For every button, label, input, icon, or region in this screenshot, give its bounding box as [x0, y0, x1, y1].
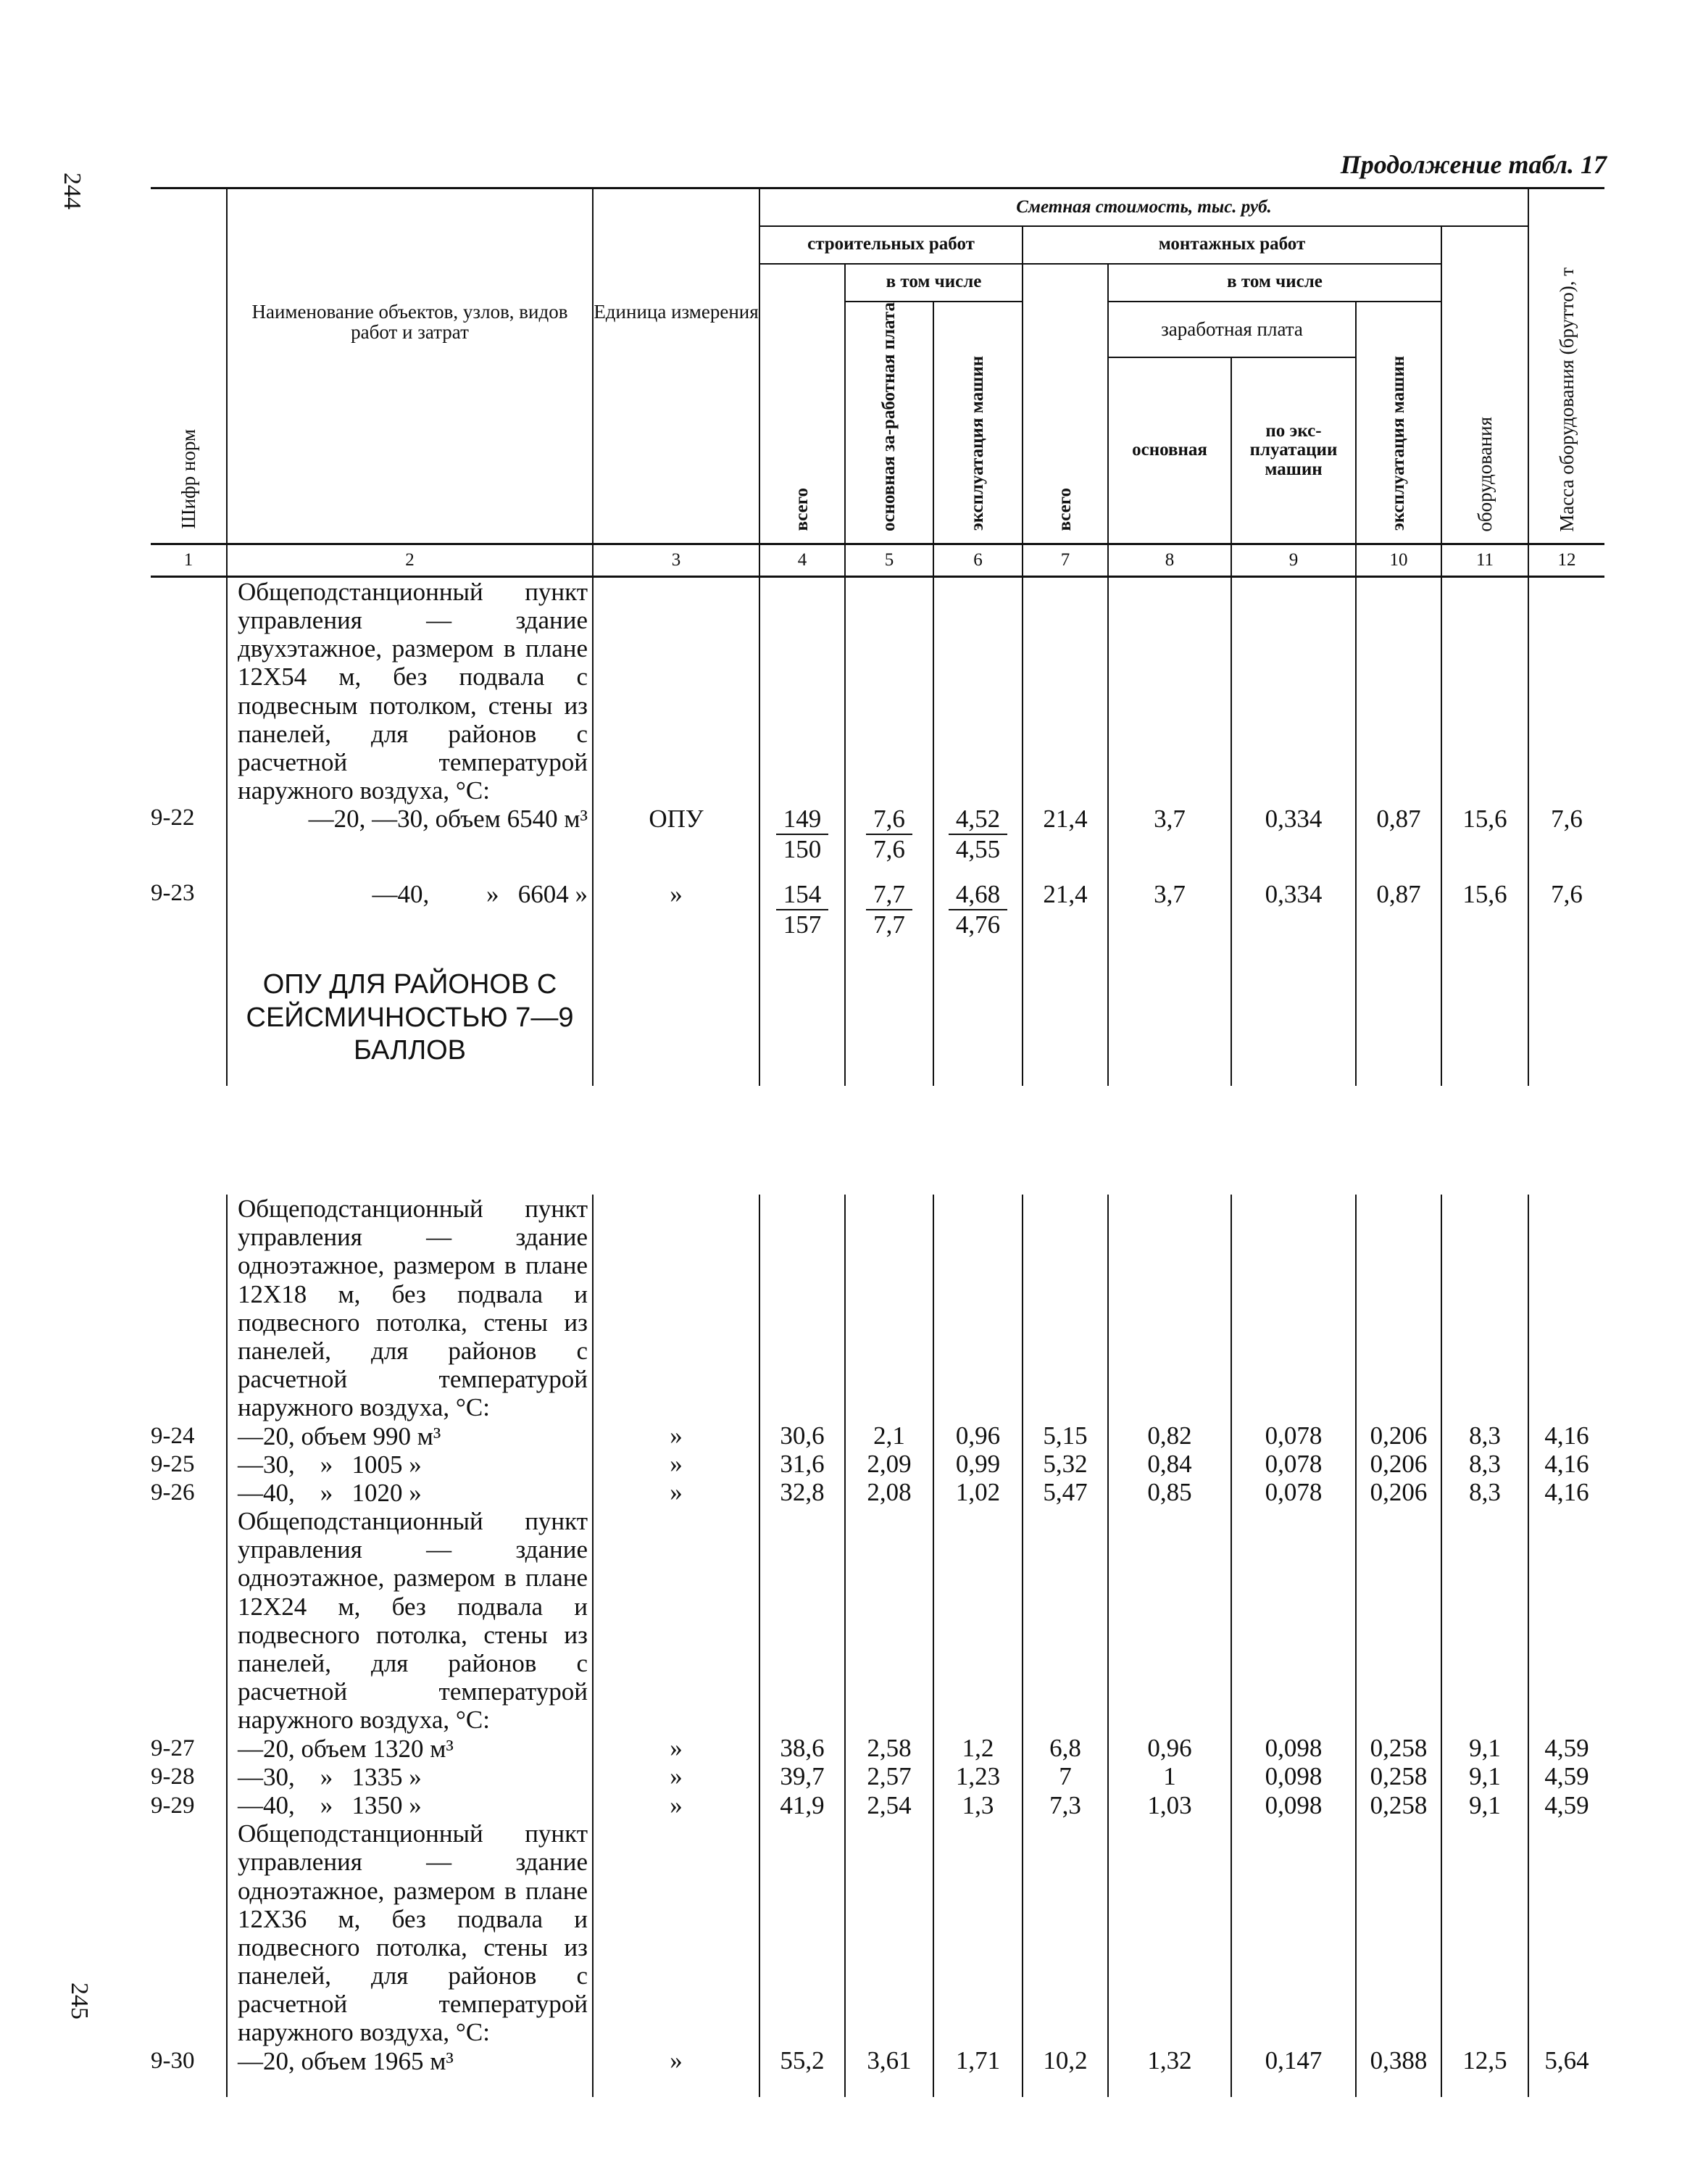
cost-table-header [151, 187, 1604, 1086]
value-cell: 32,8 [759, 1479, 845, 1507]
value-cell: 4,76 [955, 910, 1001, 939]
value-cell: 31,6 [759, 1450, 845, 1479]
col-number: 5 [845, 544, 933, 576]
header-mass: Масса оборудования (брутто), т [1528, 188, 1604, 544]
value-cell: 0,147 [1231, 2047, 1356, 2075]
row-unit: » [593, 1479, 759, 1507]
value-cell: 149 [776, 805, 829, 835]
column-numbers-row [151, 544, 1604, 576]
value-cell: 55,2 [759, 2047, 845, 2075]
value-cell: 9,1 [1441, 1735, 1528, 1763]
value-cell: 0,84 [1108, 1450, 1231, 1479]
value-cell: 154 [776, 880, 829, 910]
value-cell: 15,6 [1441, 880, 1528, 955]
value-cell: 9,1 [1441, 1791, 1528, 1819]
row-name: —20, объем 1965 м³ [227, 2047, 593, 2075]
value-cell: 0,098 [1231, 1735, 1356, 1763]
table-row [151, 1791, 1604, 1819]
table-row [151, 1735, 1604, 1763]
value-cell: 4,59 [1544, 1790, 1589, 1819]
section1-description: Общеподстанционный пункт управления — здание двухэтажное, размером в плане 12Х54 м, без подвала с подвесным потолком, стены из панелей, для районов с расчетной температурой наружного воздуха, °С: [238, 577, 588, 805]
value-cell: 2,54 [845, 1791, 933, 1819]
seismic-section-title: ОПУ ДЛЯ РАЙОНОВ С СЕЙСМИЧНОСТЬЮ 7—9 БАЛЛОВ [246, 969, 574, 1066]
value-cell: 1,32 [1108, 2047, 1231, 2075]
value-cell: 4,68 [949, 880, 1007, 910]
value-cell: 0,96 [1108, 1735, 1231, 1763]
value-cell: 7,7 [866, 880, 912, 910]
value-cell: 4,59 [1544, 1762, 1589, 1791]
table-row [151, 805, 1604, 880]
group1-description: Общеподстанционный пункт управления — здание одноэтажное, размером в плане 12Х18 м, без подвала и подвесного потолка, стены из панелей, для районов с расчетной температурой наружного воздуха, °С: [238, 1195, 588, 1422]
row-code: 9-23 [151, 880, 227, 955]
value-cell: 6,8 [1023, 1735, 1108, 1763]
value-cell: 1,03 [1108, 1791, 1231, 1819]
col-number: 8 [1108, 544, 1231, 576]
table-row [151, 2047, 1604, 2075]
value-cell: 157 [783, 910, 822, 939]
value-cell: 4,16 [1544, 1421, 1589, 1450]
value-cell: 5,32 [1023, 1450, 1108, 1479]
col-number: 4 [759, 544, 845, 576]
row-name: —30, » 1335 » [227, 1763, 593, 1791]
value-cell: 41,9 [759, 1791, 845, 1819]
value-cell: 4,52 [949, 805, 1007, 835]
value-cell: 1,02 [933, 1479, 1023, 1507]
table-continuation-title: Продолжение табл. 17 [1340, 150, 1607, 179]
value-cell: 0,098 [1231, 1791, 1356, 1819]
row-code: 9-29 [151, 1791, 227, 1819]
value-cell: 0,078 [1231, 1422, 1356, 1450]
value-cell: 0,87 [1356, 805, 1441, 880]
page-number-bottom: 245 [66, 1982, 93, 2019]
header-construction: строительных работ [759, 226, 1023, 264]
row-unit: » [593, 1450, 759, 1479]
col-number: 2 [227, 544, 593, 576]
value-cell: 0,078 [1231, 1479, 1356, 1507]
header-equipment: оборудования [1441, 226, 1528, 544]
value-cell: 10,2 [1023, 2047, 1108, 2075]
value-cell: 3,7 [1108, 880, 1231, 955]
row-unit: » [593, 1791, 759, 1819]
value-cell: 21,4 [1023, 880, 1108, 955]
row-code: 9-25 [151, 1450, 227, 1479]
header-including-1: в том числе [845, 264, 1023, 302]
table-row [151, 1422, 1604, 1450]
header-machine-operation-2: эксплуатация машин [1356, 302, 1441, 544]
value-cell: 1,71 [933, 2047, 1023, 2075]
header-code: Шифр норм [151, 188, 227, 544]
row-unit: » [593, 880, 759, 955]
value-cell: 5,64 [1544, 2046, 1589, 2075]
header-wage-machine: по экс-плуатации машин [1231, 357, 1356, 544]
row-unit: » [593, 1422, 759, 1450]
header-name: Наименование объектов, узлов, видов работ и затрат [227, 188, 593, 544]
value-cell: 7,7 [873, 910, 905, 939]
table-row [151, 880, 1604, 955]
value-cell: 1 [1108, 1763, 1231, 1791]
table-row [151, 1479, 1604, 1507]
value-cell: 15,6 [1441, 805, 1528, 880]
value-cell: 4,59 [1544, 1734, 1589, 1763]
value-cell: 4,16 [1544, 1478, 1589, 1507]
row-unit: » [593, 1763, 759, 1791]
value-cell: 0,258 [1356, 1735, 1441, 1763]
col-number: 12 [1528, 544, 1604, 576]
row-code: 9-26 [151, 1479, 227, 1507]
row-code: 9-30 [151, 2047, 227, 2075]
value-cell: 0,85 [1108, 1479, 1231, 1507]
row-name: —30, » 1005 » [227, 1450, 593, 1479]
header-total-installation: всего [1023, 264, 1108, 544]
col-number: 3 [593, 544, 759, 576]
value-cell: 0,334 [1231, 880, 1356, 955]
table-row [151, 1450, 1604, 1479]
value-cell: 2,57 [845, 1763, 933, 1791]
value-cell: 0,96 [933, 1422, 1023, 1450]
value-cell: 3,7 [1108, 805, 1231, 880]
value-cell: 2,1 [845, 1422, 933, 1450]
row-name: —40, » 6604 » [227, 880, 593, 955]
header-wage: заработная плата [1108, 302, 1356, 358]
row-unit: » [593, 2047, 759, 2075]
value-cell: 2,08 [845, 1479, 933, 1507]
value-cell: 0,206 [1356, 1479, 1441, 1507]
value-cell: 150 [783, 835, 822, 864]
value-cell: 1,2 [933, 1735, 1023, 1763]
row-name: —40, » 1020 » [227, 1479, 593, 1507]
value-cell: 0,99 [933, 1450, 1023, 1479]
value-cell: 0,206 [1356, 1422, 1441, 1450]
row-code: 9-28 [151, 1763, 227, 1791]
value-cell: 8,3 [1441, 1479, 1528, 1507]
row-code: 9-27 [151, 1735, 227, 1763]
value-cell: 7,6 [873, 835, 905, 864]
value-cell: 21,4 [1023, 805, 1108, 880]
row-name: —20, —30, объем 6540 м³ [227, 805, 593, 880]
value-cell: 0,388 [1356, 2047, 1441, 2075]
value-cell: 7,6 [866, 805, 912, 835]
header-machine-operation-1: эксплуатация машин [933, 302, 1023, 544]
value-cell: 0,87 [1356, 880, 1441, 955]
group2-description: Общеподстанционный пункт управления — здание одноэтажное, размером в плане 12Х24 м, без подвала и подвесного потолка, стены из панелей, для районов с расчетной температурой наружного воздуха, °С: [238, 1507, 588, 1735]
value-cell: 0,258 [1356, 1763, 1441, 1791]
value-cell: 2,58 [845, 1735, 933, 1763]
value-cell: 7,3 [1023, 1791, 1108, 1819]
value-cell: 0,206 [1356, 1450, 1441, 1479]
row-name: —20, объем 1320 м³ [227, 1735, 593, 1763]
value-cell: 7,6 [1551, 805, 1583, 834]
row-unit: » [593, 1735, 759, 1763]
header-cost-group: Сметная стоимость, тыс. руб. [759, 188, 1528, 226]
value-cell: 8,3 [1441, 1422, 1528, 1450]
value-cell: 0,078 [1231, 1450, 1356, 1479]
header-installation: монтажных работ [1023, 226, 1441, 264]
col-number: 7 [1023, 544, 1108, 576]
header-base-wage: основная за-работная плата [845, 302, 933, 544]
cost-table-lower [151, 1195, 1604, 2097]
row-name: —40, » 1350 » [227, 1791, 593, 1819]
value-cell: 4,16 [1544, 1450, 1589, 1479]
row-code: 9-24 [151, 1422, 227, 1450]
value-cell: 7,6 [1551, 880, 1583, 909]
page-number-top: 244 [59, 173, 86, 209]
value-cell: 0,258 [1356, 1791, 1441, 1819]
row-code: 9-22 [151, 805, 227, 880]
header-including-2: в том числе [1108, 264, 1441, 302]
col-number: 1 [151, 544, 227, 576]
value-cell: 0,098 [1231, 1763, 1356, 1791]
value-cell: 5,47 [1023, 1479, 1108, 1507]
value-cell: 5,15 [1023, 1422, 1108, 1450]
col-number: 6 [933, 544, 1023, 576]
row-name: —20, объем 990 м³ [227, 1422, 593, 1450]
value-cell: 2,09 [845, 1450, 933, 1479]
value-cell: 12,5 [1441, 2047, 1528, 2075]
value-cell: 0,334 [1231, 805, 1356, 880]
row-unit: ОПУ [593, 805, 759, 880]
value-cell: 38,6 [759, 1735, 845, 1763]
header-total-construction: всего [759, 264, 845, 544]
col-number: 10 [1356, 544, 1441, 576]
header-unit: Единица измерения [593, 188, 759, 544]
value-cell: 4,55 [955, 835, 1001, 864]
table-row [151, 1763, 1604, 1791]
value-cell: 30,6 [759, 1422, 845, 1450]
col-number: 11 [1441, 544, 1528, 576]
value-cell: 7 [1023, 1763, 1108, 1791]
value-cell: 9,1 [1441, 1763, 1528, 1791]
value-cell: 1,3 [933, 1791, 1023, 1819]
value-cell: 39,7 [759, 1763, 845, 1791]
value-cell: 8,3 [1441, 1450, 1528, 1479]
col-number: 9 [1231, 544, 1356, 576]
value-cell: 0,82 [1108, 1422, 1231, 1450]
group3-description: Общеподстанционный пункт управления — здание одноэтажное, размером в плане 12Х36 м, без подвала и подвесного потолка, стены из панелей, для районов с расчетной температурой наружного воздуха, °С: [238, 1819, 588, 2047]
value-cell: 1,23 [933, 1763, 1023, 1791]
header-wage-main: основная [1108, 357, 1231, 544]
value-cell: 3,61 [845, 2047, 933, 2075]
